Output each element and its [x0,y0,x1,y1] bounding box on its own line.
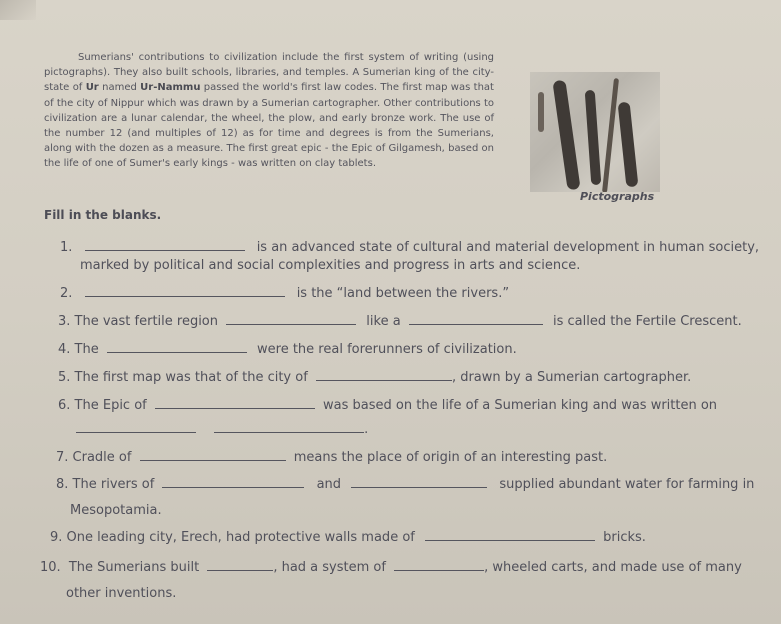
intro-text-1: Sumerians' contributions to civilization include the first system of writing (using pictographs). They also built schools, libraries, and temples. A Sumerian king of the city-state of [44,52,494,94]
q8-text-b: and [316,477,342,492]
q2-number: 2. [60,286,73,301]
q8-blank-1[interactable] [162,477,304,488]
q4-text-b: were the real forerunners of civilization. [257,342,517,357]
q5-text-a: The first map was that of the city of [74,370,308,385]
question-10 [40,560,742,575]
question-4 [58,342,517,357]
q6-number: 6. [58,398,71,413]
question-5 [58,370,691,385]
q10-number: 10. [40,560,61,575]
q6-text-c: . [364,422,369,437]
intro-text-3: passed the world's first law codes. The first map was that of the city of Nippur which was drawn by a Sumerian cartographer. Other contributions to civilization are a lunar calendar, the wheel, the plow, and early bronze work. The use of the number 12 (and multiples of 12) as for time and degrees is from the Sumerians, along with the dozen as a measure. The first great epic - the Epic of Gilgamesh, based on the life of one of Sumer's early kings - was written on clay tablets. [44,82,494,170]
q5-text-b: , drawn by a Sumerian cartographer. [451,370,692,385]
q6-text-a: The Epic of [74,398,147,413]
q2-blank[interactable] [85,286,285,297]
pictograph-staff [602,78,619,192]
q10-text-b: , had a system of [273,560,386,575]
q4-text-a: The [74,342,99,357]
q6-blank-3[interactable] [214,422,364,433]
q3-blank-1[interactable] [226,314,356,325]
q5-number: 5. [58,370,71,385]
q7-text-a: Cradle of [72,450,132,465]
q3-blank-2[interactable] [409,314,543,325]
question-8 [56,477,754,492]
pictograph-figure-2 [585,90,602,185]
q7-number: 7. [56,450,69,465]
q3-text-c: is called the Fertile Crescent. [552,314,742,329]
question-7 [56,450,607,465]
question-3 [58,314,742,329]
q10-blank-2[interactable] [394,560,484,571]
q6-blank-2[interactable] [76,422,196,433]
pictographs-photo [530,72,660,192]
intro-text-2: named [98,82,141,94]
intro-paragraph [44,50,494,172]
question-6 [58,398,717,413]
q1-number: 1. [60,240,73,255]
q6-blank-1[interactable] [155,398,315,409]
q7-text-b: means the place of origin of an interesting past. [293,450,608,465]
q3-text-a: The vast fertile region [74,314,219,329]
q9-number: 9. [50,530,63,545]
q8-blank-2[interactable] [351,477,487,488]
q9-text-b: bricks. [603,530,646,545]
question-8-cont: Mesopotamia. [70,503,162,518]
intro-bold-ur: Ur [85,82,99,94]
question-2 [60,286,509,301]
pictograph-figure-3 [618,102,639,188]
q4-blank[interactable] [107,342,247,353]
q4-number: 4. [58,342,71,357]
pictograph-figure-1 [552,80,580,191]
q3-text-b: like a [366,314,401,329]
intro-bold-ur-nammu: Ur-Nammu [140,82,201,94]
question-1-cont: marked by political and social complexities and progress in arts and science. [80,258,581,273]
q9-text-a: One leading city, Erech, had protective walls made of [66,530,415,545]
q1-blank[interactable] [85,240,245,251]
q10-text-c: , wheeled carts, and made use of many [484,560,742,575]
q1-text: is an advanced state of cultural and material development in human society, [256,240,760,255]
page-corner [0,0,36,20]
pictograph-mark [538,92,544,132]
q7-blank[interactable] [140,450,286,461]
question-10-cont: other inventions. [66,586,177,601]
photo-caption: Pictographs [580,190,655,203]
section-heading: Fill in the blanks. [44,208,162,222]
q3-number: 3. [58,314,71,329]
q8-text-c: supplied abundant water for farming in [499,477,755,492]
q5-blank[interactable] [316,370,452,381]
q9-blank[interactable] [425,530,595,541]
q2-text: is the “land between the rivers.” [296,286,510,301]
question-6-cont [76,422,368,437]
question-9 [50,530,646,545]
q8-number: 8. [56,477,69,492]
q10-blank-1[interactable] [207,560,273,571]
q6-text-b: was based on the life of a Sumerian king and was written on [323,398,718,413]
question-1 [60,240,759,255]
q8-text-a: The rivers of [72,477,155,492]
q10-text-a: The Sumerians built [68,560,200,575]
